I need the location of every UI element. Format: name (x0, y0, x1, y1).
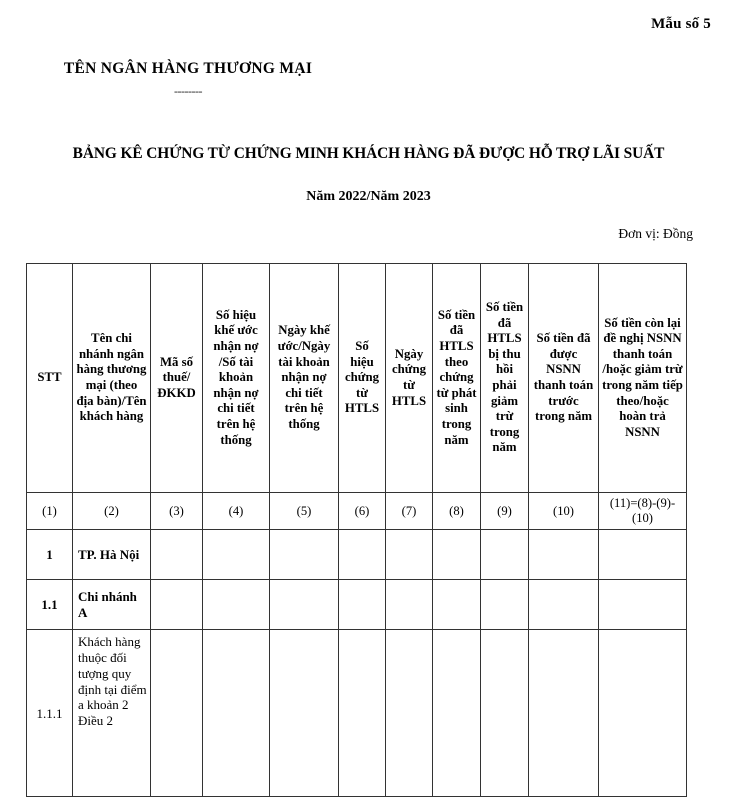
column-number-7: (7) (386, 493, 433, 530)
row-cell-amount-remaining (599, 630, 687, 797)
column-header-voucher-number: Số hiệu chứng từ HTLS (339, 264, 386, 493)
column-number-2: (2) (73, 493, 151, 530)
bank-name: TÊN NGÂN HÀNG THƯƠNG MẠI (63, 60, 313, 77)
row-cell-voucher-date (386, 580, 433, 630)
row-cell-voucher-number (339, 630, 386, 797)
statement-table (26, 263, 687, 797)
currency-unit-label: Đơn vị: Đồng (618, 226, 693, 241)
row-cell-tax-code (151, 630, 203, 797)
table-numbering-row (27, 493, 687, 530)
row-cell-amount-remaining (599, 580, 687, 630)
row-cell-voucher-number (339, 580, 386, 630)
table-row (27, 530, 687, 580)
row-label: Khách hàng thuộc đối tượng quy định tại điểm a khoản 2 Điều 2 (73, 630, 151, 797)
row-label: TP. Hà Nội (73, 530, 151, 580)
row-cell-amount-supported (433, 580, 481, 630)
row-stt: 1.1 (27, 580, 73, 630)
column-number-9: (9) (481, 493, 529, 530)
row-cell-amount-recovered (481, 630, 529, 797)
column-number-5: (5) (270, 493, 339, 530)
row-cell-contract-number (203, 580, 270, 630)
row-cell-contract-number (203, 630, 270, 797)
row-cell-tax-code (151, 530, 203, 580)
column-number-11: (11)=(8)-(9)-(10) (599, 493, 687, 530)
column-number-8: (8) (433, 493, 481, 530)
row-cell-amount-remaining (599, 530, 687, 580)
column-number-4: (4) (203, 493, 270, 530)
row-cell-amount-paid-budget (529, 630, 599, 797)
column-header-branch-customer-name: Tên chi nhánh ngân hàng thương mại (theo địa bàn)/Tên khách hàng (73, 264, 151, 493)
column-header-tax-code: Mã số thuế/ĐKKD (151, 264, 203, 493)
row-cell-contract-date (270, 580, 339, 630)
column-header-amount-remaining: Số tiền còn lại đề nghị NSNN thanh toán /hoặc giảm trừ trong năm tiếp theo/hoặc hoàn trả NSNN (599, 264, 687, 493)
column-number-3: (3) (151, 493, 203, 530)
row-cell-tax-code (151, 580, 203, 630)
row-cell-contract-date (270, 630, 339, 797)
row-stt: 1 (27, 530, 73, 580)
form-number: Mẫu số 5 (651, 16, 711, 32)
row-cell-amount-recovered (481, 580, 529, 630)
row-cell-amount-recovered (481, 530, 529, 580)
column-header-amount-supported: Số tiền đã HTLS theo chứng từ phát sinh trong năm (433, 264, 481, 493)
column-header-contract-date: Ngày khế ước/Ngày tài khoản nhận nợ chi tiết trên hệ thống (270, 264, 339, 493)
row-cell-voucher-number (339, 530, 386, 580)
bank-name-underline: -------- (174, 84, 202, 98)
document-title: BẢNG KÊ CHỨNG TỪ CHỨNG MINH KHÁCH HÀNG ĐÃ ĐƯỢC HỖ TRỢ LÃI SUẤT (72, 145, 665, 162)
row-label: Chi nhánh A (73, 580, 151, 630)
row-cell-amount-paid-budget (529, 580, 599, 630)
column-header-amount-recovered: Số tiền đã HTLS bị thu hồi phải giảm trừ trong năm (481, 264, 529, 493)
column-header-voucher-date: Ngày chứng từ HTLS (386, 264, 433, 493)
column-number-1: (1) (27, 493, 73, 530)
statement-table-container (26, 263, 686, 797)
column-number-10: (10) (529, 493, 599, 530)
row-cell-voucher-date (386, 630, 433, 797)
row-cell-voucher-date (386, 530, 433, 580)
column-header-amount-paid-budget: Số tiền đã được NSNN thanh toán trước trong năm (529, 264, 599, 493)
column-header-stt: STT (27, 264, 73, 493)
row-stt: 1.1.1 (27, 630, 73, 797)
bank-header-block (38, 60, 338, 97)
table-row (27, 630, 687, 797)
row-cell-contract-date (270, 530, 339, 580)
document-subtitle: Năm 2022/Năm 2023 (306, 189, 431, 204)
row-cell-amount-supported (433, 630, 481, 797)
column-number-6: (6) (339, 493, 386, 530)
row-cell-amount-paid-budget (529, 530, 599, 580)
column-header-contract-number: Số hiệu khế ước nhận nợ /Số tài khoản nhận nợ chi tiết trên hệ thống (203, 264, 270, 493)
table-header-row (27, 264, 687, 493)
table-row (27, 580, 687, 630)
row-cell-contract-number (203, 530, 270, 580)
row-cell-amount-supported (433, 530, 481, 580)
